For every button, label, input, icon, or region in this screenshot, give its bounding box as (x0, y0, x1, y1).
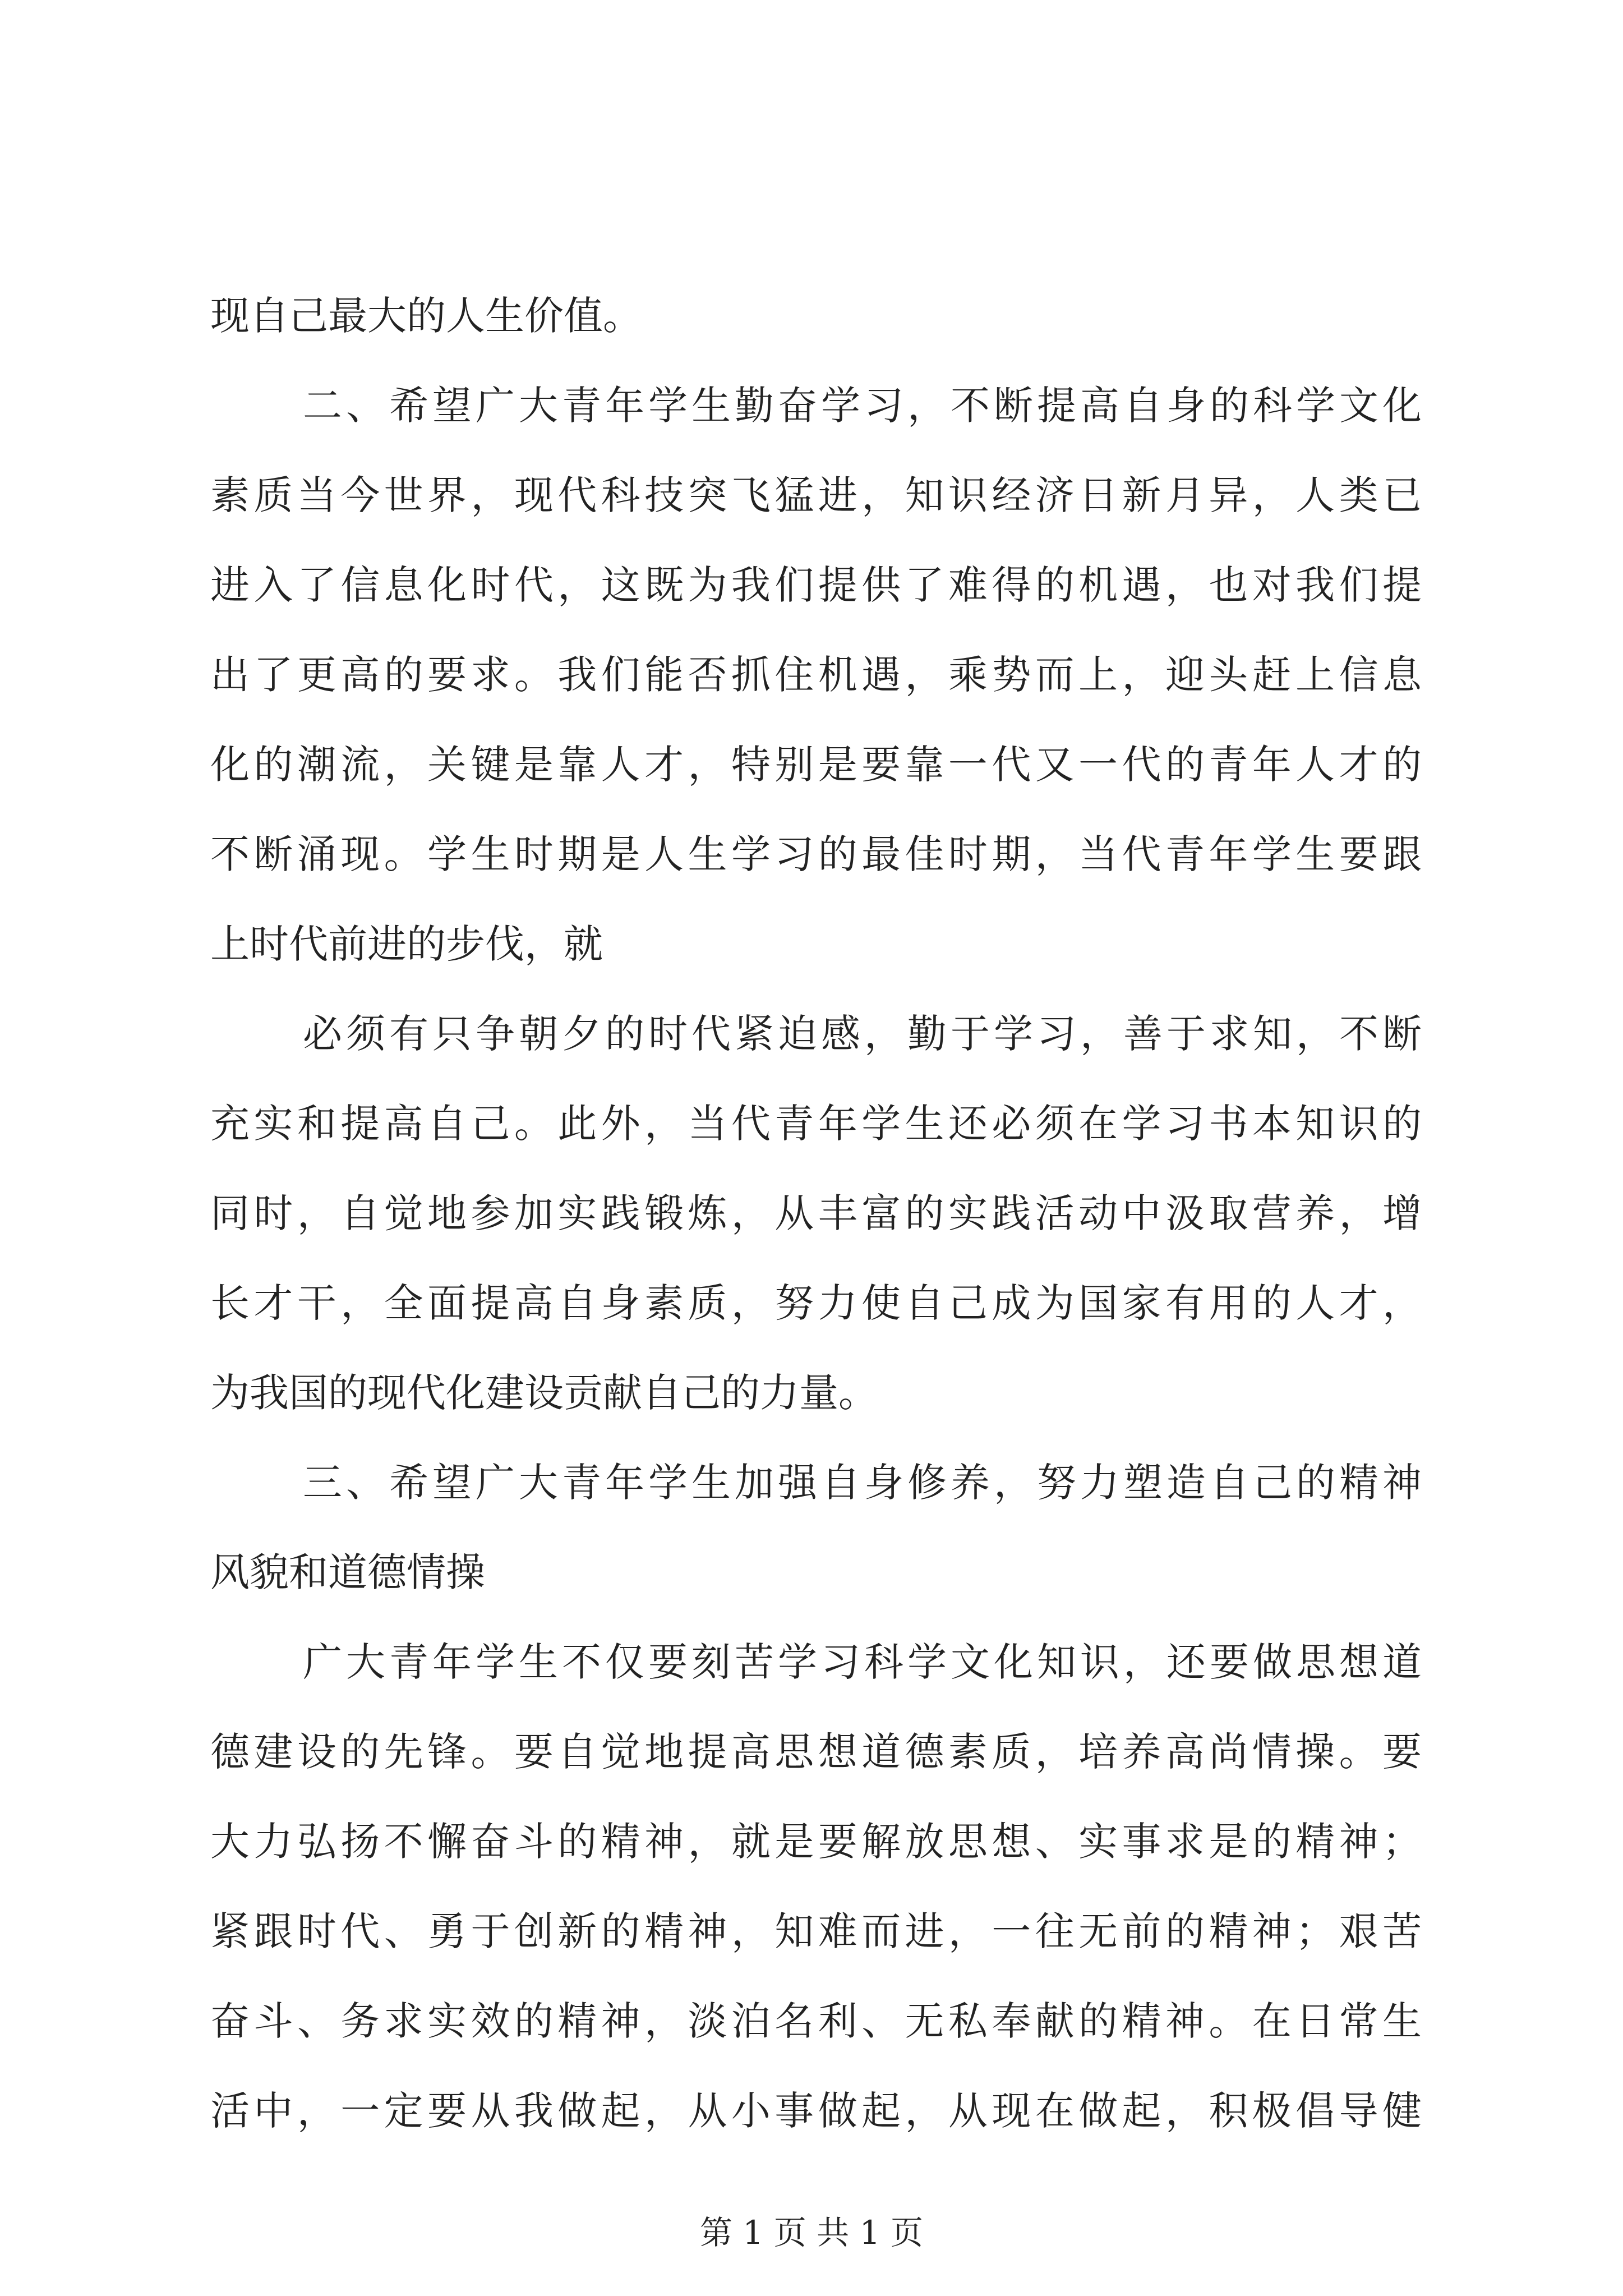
text-line: 三、希望广大青年学生加强自身修养，努力塑造自己的精神 (303, 1460, 1422, 1506)
text-line: 大力弘扬不懈奋斗的精神，就是要解放思想、实事求是的精神； (210, 1819, 1422, 1865)
text-line: 德建设的先锋。要自觉地提高思想道德素质，培养高尚情操。要 (210, 1729, 1422, 1775)
text-line: 现自己最大的人生价值。 (210, 293, 642, 339)
text-line: 不断涌现。学生时期是人生学习的最佳时期，当代青年学生要跟 (210, 831, 1422, 877)
page-footer: 第 1 页 共 1 页 (700, 2214, 923, 2252)
text-line: 上时代前进的步伐，就 (210, 921, 603, 967)
text-line: 奋斗、务求实效的精神，淡泊名利、无私奉献的精神。在日常生 (210, 1998, 1422, 2044)
text-line: 风貌和道德情操 (210, 1549, 485, 1595)
text-line: 素质当今世界，现代科技突飞猛进，知识经济日新月异，人类已 (210, 472, 1422, 518)
text-line: 必须有只争朝夕的时代紧迫感，勤于学习，善于求知，不断 (303, 1011, 1422, 1057)
text-line: 充实和提高自己。此外，当代青年学生还必须在学习书本知识的 (210, 1101, 1422, 1147)
text-line: 长才干，全面提高自身素质，努力使自己成为国家有用的人才， (210, 1280, 1422, 1326)
text-line: 化的潮流，关键是靠人才，特别是要靠一代又一代的青年人才的 (210, 742, 1422, 788)
text-line: 二、希望广大青年学生勤奋学习，不断提高自身的科学文化 (303, 383, 1422, 429)
text-line: 同时，自觉地参加实践锻炼，从丰富的实践活动中汲取营养，增 (210, 1190, 1422, 1236)
text-line: 出了更高的要求。我们能否抓住机遇，乘势而上，迎头赶上信息 (210, 652, 1422, 698)
text-line: 广大青年学生不仅要刻苦学习科学文化知识，还要做思想道 (303, 1639, 1422, 1685)
text-line: 紧跟时代、勇于创新的精神，知难而进，一往无前的精神；艰苦 (210, 1908, 1422, 1954)
text-line: 活中，一定要从我做起，从小事做起，从现在做起，积极倡导健 (210, 2088, 1422, 2134)
text-line: 进入了信息化时代，这既为我们提供了难得的机遇，也对我们提 (210, 562, 1422, 608)
text-line: 为我国的现代化建设贡献自己的力量。 (210, 1370, 878, 1416)
